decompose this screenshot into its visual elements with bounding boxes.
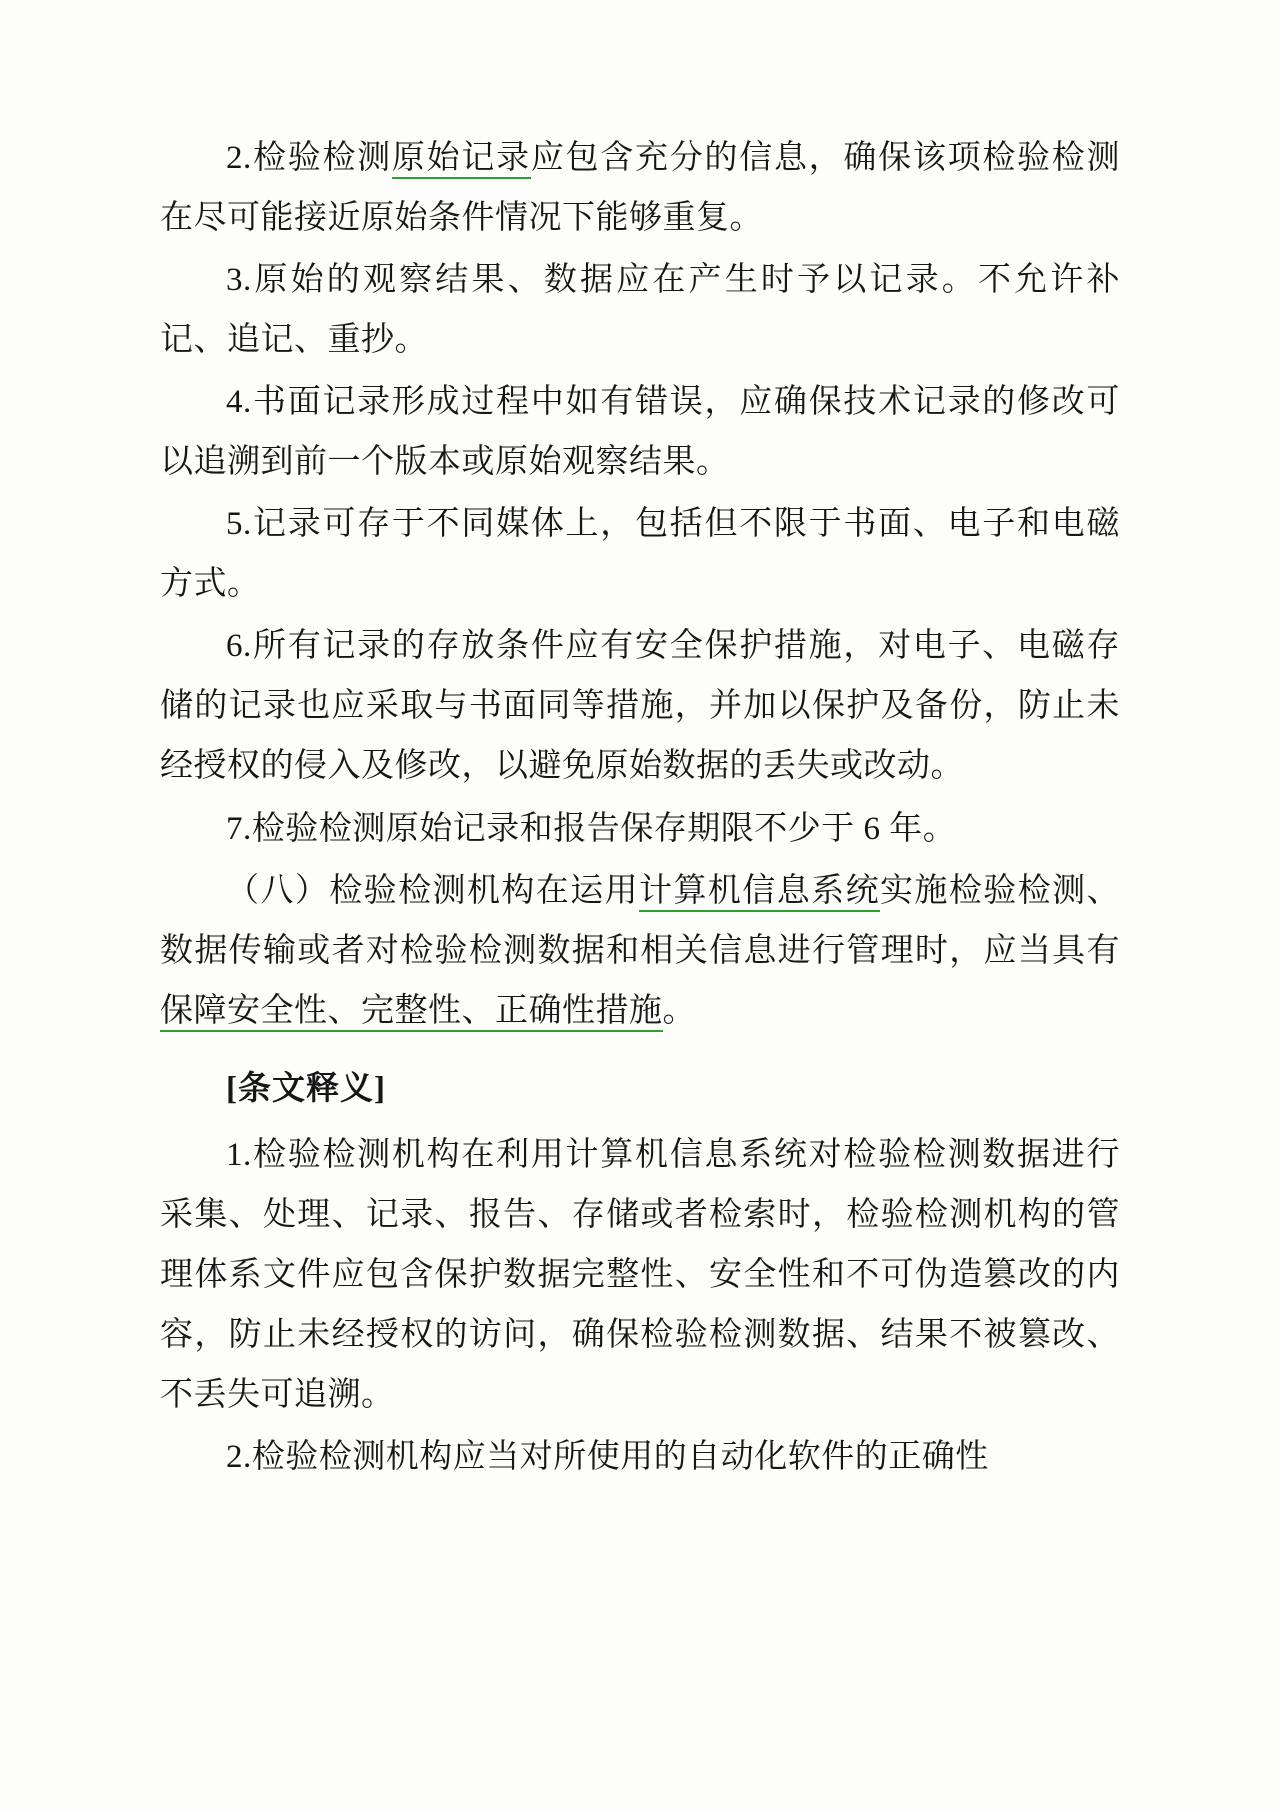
highlighted-text-run: 原始记录 <box>392 140 531 179</box>
text-run: 1.检验检测机构在利用计算机信息系统对检验检测数据进行采集、处理、记录、报告、存储或者检索时，检验检测机构的管理体系文件应包含保护数据完整性、安全性和不可伪造篡改的内容，防止未经授权的访问，确保检验检测数据、结果不被篡改、不丢失可追溯。 <box>160 1136 1120 1413</box>
paragraph-item-8 <box>160 861 1120 1041</box>
text-run: 3.原始的观察结果、数据应在产生时予以记录。不允许补记、追记、重抄。 <box>160 262 1120 359</box>
highlighted-text-run: 计算机信息系统 <box>639 873 880 912</box>
paragraph-item-3 <box>160 250 1120 370</box>
text-run: 6.所有记录的存放条件应有安全保护措施，对电子、电磁存储的记录也应采取与书面同等措施，并加以保护及备份，防止未经授权的侵入及修改，以避免原始数据的丢失或改动。 <box>160 628 1120 785</box>
paragraph-item-6 <box>160 616 1120 796</box>
text-run: 应包含充分的信息，确保该项检验检测在尽可能接近原始条件情况下能够重复。 <box>160 140 1121 237</box>
paragraph-item-2 <box>160 128 1120 248</box>
text-run: 。 <box>662 992 696 1029</box>
text-run: 7.检验检测原始记录和报告保存期限不少于 6 年。 <box>226 810 957 847</box>
paragraph-item-5 <box>160 494 1120 614</box>
paragraph-item-7 <box>160 799 1120 859</box>
paragraph-explanation-2 <box>160 1427 1120 1487</box>
text-run: （八）检验检测机构在运用 <box>226 872 640 909</box>
text-run: 2.检验检测机构应当对所使用的自动化软件的正确性 <box>226 1438 989 1475</box>
text-run: 5.记录可存于不同媒体上，包括但不限于书面、电子和电磁方式。 <box>160 506 1120 603</box>
document-body <box>160 128 1120 1487</box>
section-heading-interpretation: [条文释义] <box>226 1070 386 1107</box>
paragraph-explanation-1 <box>160 1125 1120 1425</box>
highlighted-text-run: 保障安全性、完整性、正确性措施 <box>160 993 663 1032</box>
text-run: 4.书面记录形成过程中如有错误，应确保技术记录的修改可以追溯到前一个版本或原始观察结果。 <box>160 384 1120 481</box>
text-run: 实施检验检测、数据传输或者对检验检测数据和相关信息进行管理时，应当具有 <box>160 872 1121 969</box>
text-run: 2.检验检测 <box>226 140 392 176</box>
paragraph-item-4 <box>160 372 1120 492</box>
